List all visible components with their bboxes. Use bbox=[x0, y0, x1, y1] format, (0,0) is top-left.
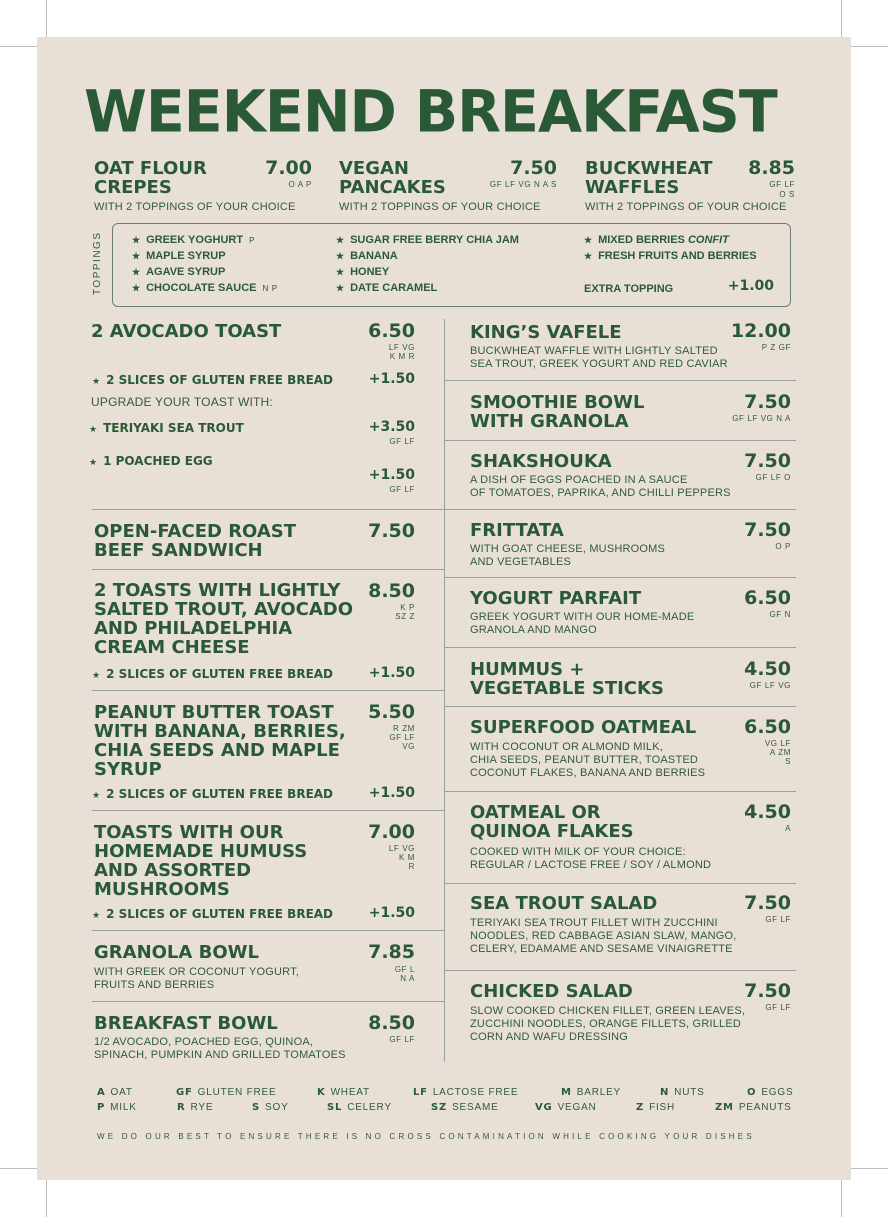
crop-mark bbox=[851, 46, 888, 47]
item-description: AND VEGETABLES bbox=[470, 556, 572, 568]
item-allergens: K M bbox=[398, 853, 415, 862]
topping-allergens: N P bbox=[262, 284, 278, 293]
item-allergens: S bbox=[785, 757, 791, 766]
topping-item bbox=[132, 282, 278, 294]
extra-topping-price: +1.00 bbox=[727, 278, 774, 294]
item-allergens: P Z GF bbox=[761, 343, 791, 352]
topping-item bbox=[584, 250, 757, 262]
crop-mark bbox=[841, 0, 842, 37]
item-allergens: GF LF bbox=[389, 437, 415, 446]
legend-entry: P MILK bbox=[97, 1102, 137, 1113]
item-name: SEA TROUT SALAD bbox=[470, 893, 658, 914]
item-price: 7.85 bbox=[368, 941, 415, 963]
item-allergens: SZ Z bbox=[395, 612, 415, 621]
crop-mark bbox=[0, 46, 37, 47]
divider bbox=[92, 930, 444, 931]
star-icon: ★ bbox=[132, 235, 141, 245]
topping-item bbox=[336, 266, 389, 278]
item-name: YOGURT PARFAIT bbox=[470, 588, 642, 609]
item-allergens: GF N bbox=[769, 610, 791, 619]
item-price: 7.50 bbox=[744, 391, 791, 413]
item-description: WITH COCONUT OR ALMOND MILK, bbox=[470, 741, 664, 753]
extra-topping-label: EXTRA TOPPING bbox=[584, 283, 674, 295]
item-description: WITH GREEK OR COCONUT YOGURT, bbox=[94, 966, 300, 978]
item-allergens: GF L bbox=[394, 965, 415, 974]
item-description: OF TOMATOES, PAPRIKA, AND CHILLI PEPPERS bbox=[470, 487, 731, 499]
item-name: CHICKED SALAD bbox=[470, 981, 633, 1002]
legend-entry: Z FISH bbox=[636, 1102, 676, 1113]
divider bbox=[92, 509, 444, 510]
star-icon: ★ bbox=[92, 377, 101, 387]
item-description: CELERY, EDAMAME AND SESAME VINAIGRETTE bbox=[470, 943, 733, 955]
legend-entry: VG VEGAN bbox=[535, 1102, 597, 1113]
addon-item bbox=[92, 787, 333, 801]
star-icon: ★ bbox=[336, 267, 345, 277]
item-description: WITH 2 TOPPINGS OF YOUR CHOICE bbox=[585, 201, 787, 213]
item-price: 4.50 bbox=[744, 801, 791, 823]
item-description: CORN AND WAFU DRESSING bbox=[470, 1031, 629, 1043]
topping-name: AGAVE SYRUP bbox=[146, 266, 226, 278]
divider bbox=[92, 810, 444, 811]
legend-entry: O EGGS bbox=[747, 1087, 794, 1098]
item-price: 7.50 bbox=[744, 450, 791, 472]
item-allergens: GF LF VG N A bbox=[732, 414, 791, 423]
star-icon: ★ bbox=[336, 235, 345, 245]
addon-item bbox=[92, 907, 333, 921]
star-icon: ★ bbox=[584, 235, 593, 245]
item-allergens: N A bbox=[400, 974, 415, 983]
topping-name: FRESH FRUITS AND BERRIES bbox=[598, 250, 757, 262]
crop-mark bbox=[46, 0, 47, 37]
addon-label: 2 SLICES OF GLUTEN FREE BREAD bbox=[106, 667, 334, 681]
divider bbox=[92, 1001, 444, 1002]
addon-price: +1.50 bbox=[368, 371, 415, 387]
item-allergens: O A P bbox=[288, 180, 312, 189]
item-name: FRITTATA bbox=[470, 520, 564, 541]
star-icon: ★ bbox=[92, 911, 101, 921]
item-description: WITH 2 TOPPINGS OF YOUR CHOICE bbox=[94, 201, 296, 213]
addon-item bbox=[92, 667, 333, 681]
divider bbox=[444, 647, 796, 648]
item-description: BUCKWHEAT WAFFLE WITH LIGHTLY SALTED bbox=[470, 345, 718, 357]
addon-price: +1.50 bbox=[368, 785, 415, 801]
legend-entry: N NUTS bbox=[660, 1087, 705, 1098]
item-name: BUCKWHEAT WAFFLES bbox=[585, 158, 713, 198]
legend-entry: SZ SESAME bbox=[431, 1102, 499, 1113]
item-allergens: GF LF bbox=[389, 733, 415, 742]
divider bbox=[92, 690, 444, 691]
star-icon: ★ bbox=[92, 791, 101, 801]
item-price: 12.00 bbox=[730, 320, 791, 342]
legend-entry: GF GLUTEN FREE bbox=[176, 1087, 277, 1098]
cross-contamination-note: WE DO OUR BEST TO ENSURE THERE IS NO CROSS CONTAMINATION WHILE COOKING YOUR DISHES bbox=[97, 1132, 755, 1141]
star-icon: ★ bbox=[132, 267, 141, 277]
item-description: FRUITS AND BERRIES bbox=[94, 979, 215, 991]
legend-entry: LF LACTOSE FREE bbox=[413, 1087, 519, 1098]
addon-item bbox=[89, 454, 213, 468]
item-description: COOKED WITH MILK OF YOUR CHOICE: bbox=[470, 846, 686, 858]
item-allergens: GF LF VG bbox=[749, 681, 791, 690]
item-allergens: GF LF bbox=[765, 1003, 791, 1012]
legend-entry: M BARLEY bbox=[561, 1087, 622, 1098]
item-description: SLOW COOKED CHICKEN FILLET, GREEN LEAVES, bbox=[470, 1005, 746, 1017]
item-name: BREAKFAST BOWL bbox=[94, 1013, 278, 1034]
star-icon: ★ bbox=[336, 283, 345, 293]
item-price: 6.50 bbox=[744, 716, 791, 738]
topping-name: SUGAR FREE BERRY CHIA JAM bbox=[350, 234, 519, 246]
item-name: TOASTS WITH OUR HOMEMADE HUMUSS AND ASSORTED MUSHROOMS bbox=[94, 822, 308, 900]
item-allergens: GF LF bbox=[765, 915, 791, 924]
divider bbox=[92, 569, 444, 570]
topping-allergens: P bbox=[249, 236, 255, 245]
divider bbox=[444, 791, 796, 792]
star-icon: ★ bbox=[92, 671, 101, 681]
topping-item bbox=[584, 234, 729, 246]
item-name: 2 TOASTS WITH LIGHTLY SALTED TROUT, AVOCADO AND PHILADELPHIA CREAM CHEESE bbox=[94, 580, 354, 658]
item-allergens: GF LF bbox=[389, 485, 415, 494]
item-allergens: GF LF O S bbox=[769, 180, 795, 199]
item-price: 7.50 bbox=[744, 519, 791, 541]
item-price: 7.50 bbox=[368, 520, 415, 542]
star-icon: ★ bbox=[584, 251, 593, 261]
item-description: SEA TROUT, GREEK YOGURT AND RED CAVIAR bbox=[470, 358, 728, 370]
legend-entry: K WHEAT bbox=[317, 1087, 370, 1098]
topping-item bbox=[336, 250, 398, 262]
topping-item bbox=[132, 266, 225, 278]
legend-entry: S SOY bbox=[252, 1102, 289, 1113]
addon-label: 2 SLICES OF GLUTEN FREE BREAD bbox=[106, 907, 334, 921]
legend-entry: ZM PEANUTS bbox=[715, 1102, 792, 1113]
topping-item bbox=[336, 282, 437, 294]
star-icon: ★ bbox=[89, 458, 98, 468]
divider bbox=[444, 970, 796, 971]
column-divider bbox=[444, 319, 445, 1062]
item-name: KING’S VAFELE bbox=[470, 322, 622, 343]
item-description: TERIYAKI SEA TROUT FILLET WITH ZUCCHINI bbox=[470, 917, 718, 929]
divider bbox=[444, 883, 796, 884]
item-allergens: A ZM bbox=[769, 748, 791, 757]
item-description: GRANOLA AND MANGO bbox=[470, 624, 597, 636]
legend-entry: SL CELERY bbox=[327, 1102, 392, 1113]
item-price: 7.50 bbox=[744, 980, 791, 1002]
topping-item bbox=[132, 250, 226, 262]
addon-price: +1.50 bbox=[368, 467, 415, 483]
item-price: 7.50 bbox=[510, 157, 557, 179]
topping-name: MIXED BERRIES bbox=[598, 234, 685, 246]
item-allergens: VG LF bbox=[764, 739, 791, 748]
item-description: SPINACH, PUMPKIN AND GRILLED TOMATOES bbox=[94, 1049, 346, 1061]
item-description: WITH 2 TOPPINGS OF YOUR CHOICE bbox=[339, 201, 541, 213]
legend-entry: R RYE bbox=[177, 1102, 214, 1113]
item-name: OAT FLOUR CREPES bbox=[94, 158, 207, 198]
toppings-label: TOPPINGS bbox=[92, 231, 103, 295]
item-allergens: GF LF VG N A S bbox=[489, 180, 557, 189]
item-price: 7.50 bbox=[744, 892, 791, 914]
addon-price: +1.50 bbox=[368, 905, 415, 921]
topping-name: GREEK YOGHURT bbox=[146, 234, 244, 246]
item-description: WITH GOAT CHEESE, MUSHROOMS bbox=[470, 543, 666, 555]
item-price: 8.85 bbox=[748, 157, 795, 179]
item-price: 8.50 bbox=[368, 1012, 415, 1034]
item-name: OATMEAL OR QUINOA FLAKES bbox=[470, 802, 634, 842]
item-price: 6.50 bbox=[744, 587, 791, 609]
item-allergens: K M R bbox=[389, 352, 415, 361]
topping-name: MAPLE SYRUP bbox=[146, 250, 226, 262]
star-icon: ★ bbox=[89, 425, 98, 435]
item-allergens: GF LF O bbox=[755, 473, 791, 482]
item-price: 6.50 bbox=[368, 320, 415, 342]
topping-name: HONEY bbox=[350, 266, 390, 278]
item-name: GRANOLA BOWL bbox=[94, 942, 259, 963]
item-description: REGULAR / LACTOSE FREE / SOY / ALMOND bbox=[470, 859, 712, 871]
item-allergens: GF LF bbox=[389, 1035, 415, 1044]
divider bbox=[444, 380, 796, 381]
item-name: OPEN-FACED ROAST BEEF SANDWICH bbox=[94, 521, 297, 561]
item-allergens: A bbox=[785, 824, 791, 833]
item-allergens: K P bbox=[400, 603, 415, 612]
item-description: COCONUT FLAKES, BANANA AND BERRIES bbox=[470, 767, 706, 779]
item-allergens: VG bbox=[402, 742, 415, 751]
upgrade-label: UPGRADE YOUR TOAST WITH: bbox=[91, 395, 273, 409]
item-name: VEGAN PANCAKES bbox=[339, 158, 446, 198]
menu-page bbox=[37, 37, 851, 1180]
item-description: GREEK YOGURT WITH OUR HOME-MADE bbox=[470, 611, 695, 623]
crop-mark bbox=[841, 1180, 842, 1217]
item-price: 7.00 bbox=[368, 821, 415, 843]
item-name: SMOOTHIE BOWL WITH GRANOLA bbox=[470, 392, 645, 432]
addon-price: +1.50 bbox=[368, 665, 415, 681]
item-allergens: LF VG bbox=[388, 343, 415, 352]
item-price: 7.00 bbox=[265, 157, 312, 179]
crop-mark bbox=[0, 1168, 37, 1169]
topping-item bbox=[132, 234, 255, 246]
item-allergens: R bbox=[408, 862, 415, 871]
legend-entry: A OAT bbox=[97, 1087, 133, 1098]
item-price: 5.50 bbox=[368, 701, 415, 723]
topping-name: BANANA bbox=[350, 250, 398, 262]
star-icon: ★ bbox=[132, 283, 141, 293]
item-description: A DISH OF EGGS POACHED IN A SAUCE bbox=[470, 474, 688, 486]
menu-title: WEEKEND BREAKFAST bbox=[84, 78, 777, 146]
item-name: PEANUT BUTTER TOAST WITH BANANA, BERRIES, CHIA SEEDS AND MAPLE SYRUP bbox=[94, 702, 346, 780]
topping-item bbox=[336, 234, 519, 246]
divider bbox=[444, 440, 796, 441]
item-name: SUPERFOOD OATMEAL bbox=[470, 717, 697, 738]
addon-price: +3.50 bbox=[368, 419, 415, 435]
topping-name: CHOCOLATE SAUCE bbox=[146, 282, 257, 294]
star-icon: ★ bbox=[336, 251, 345, 261]
item-description: 1/2 AVOCADO, POACHED EGG, QUINOA, bbox=[94, 1036, 314, 1048]
addon-label: 1 POACHED EGG bbox=[103, 454, 213, 468]
addon-label: 2 SLICES OF GLUTEN FREE BREAD bbox=[106, 373, 334, 387]
item-description: NOODLES, RED CABBAGE ASIAN SLAW, MANGO, bbox=[470, 930, 737, 942]
divider bbox=[444, 577, 796, 578]
addon-label: TERIYAKI SEA TROUT bbox=[103, 421, 244, 435]
crop-mark bbox=[851, 1168, 888, 1169]
star-icon: ★ bbox=[132, 251, 141, 261]
divider bbox=[444, 509, 796, 510]
item-name: 2 AVOCADO TOAST bbox=[91, 321, 282, 342]
addon-item bbox=[89, 421, 244, 435]
divider bbox=[444, 706, 796, 707]
item-allergens: R ZM bbox=[393, 724, 415, 733]
crop-mark bbox=[46, 1180, 47, 1217]
item-description: CHIA SEEDS, PEANUT BUTTER, TOASTED bbox=[470, 754, 699, 766]
item-name: SHAKSHOUKA bbox=[470, 451, 612, 472]
item-allergens: LF VG bbox=[388, 844, 415, 853]
item-allergens: O P bbox=[775, 542, 791, 551]
topping-name-emphasis: CONFIT bbox=[687, 234, 729, 246]
item-name: HUMMUS + VEGETABLE STICKS bbox=[470, 659, 664, 699]
item-price: 4.50 bbox=[744, 658, 791, 680]
addon-label: 2 SLICES OF GLUTEN FREE BREAD bbox=[106, 787, 334, 801]
item-price: 8.50 bbox=[368, 580, 415, 602]
item-description: ZUCCHINI NOODLES, ORANGE FILLETS, GRILLED bbox=[470, 1018, 742, 1030]
addon-item bbox=[92, 373, 333, 387]
topping-name: DATE CARAMEL bbox=[350, 282, 438, 294]
